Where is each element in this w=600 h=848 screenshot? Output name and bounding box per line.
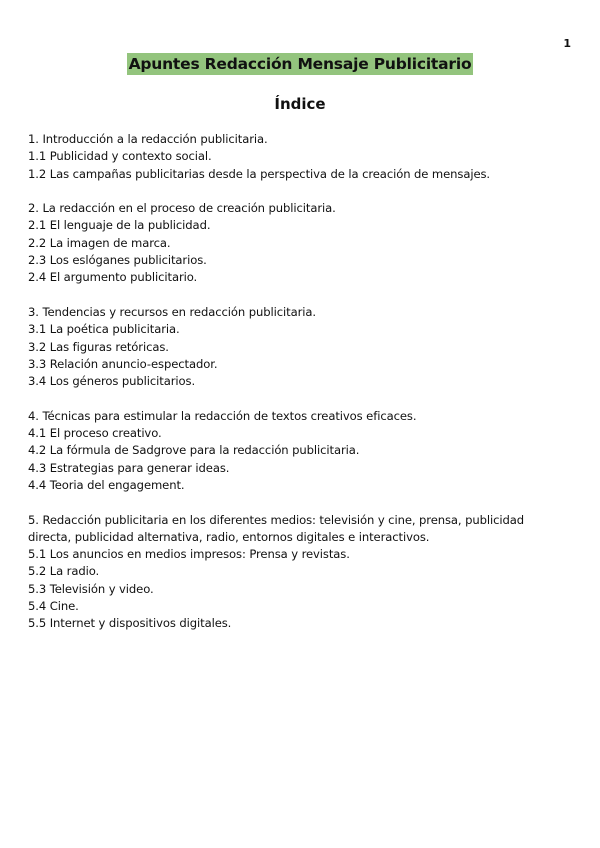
page-number: 1 xyxy=(563,37,571,50)
toc-entry: 2.2 La imagen de marca. xyxy=(28,235,171,250)
toc-entry: 4.4 Teoria del engagement. xyxy=(28,477,185,492)
toc-entry: 5.1 Los anuncios en medios impresos: Prensa y revistas. xyxy=(28,547,350,562)
toc-entry: 5.2 La radio. xyxy=(28,564,100,579)
toc-entry: 3.4 Los géneros publicitarios. xyxy=(28,374,196,389)
document-title: Apuntes Redacción Mensaje Publicitario xyxy=(128,55,472,73)
toc-chapter-heading: 3. Tendencias y recursos en redacción publicitaria. xyxy=(28,304,316,319)
toc-entry: 1.1 Publicidad y contexto social. xyxy=(28,149,212,164)
toc-entry: 4.1 El proceso creativo. xyxy=(28,426,162,441)
toc-entry: 3.1 La poética publicitaria. xyxy=(28,322,180,337)
toc-entry: 2.1 El lenguaje de la publicidad. xyxy=(28,218,211,233)
toc-chapter-heading: 1. Introducción a la redacción publicitaria. xyxy=(28,132,268,146)
toc-entry: 2.3 Los eslóganes publicitarios. xyxy=(28,253,207,268)
toc-entry: 4.3 Estrategias para generar ideas. xyxy=(28,460,230,475)
toc-entry: 4.2 La fórmula de Sadgrove para la redacción publicitaria. xyxy=(28,443,360,458)
toc-chapter-heading: 2. La redacción en el proceso de creación publicitaria. xyxy=(28,201,336,216)
toc-entry: 3.3 Relación anuncio-espectador. xyxy=(28,356,218,371)
index-heading: Índice xyxy=(274,95,326,113)
toc-section-1 xyxy=(28,131,548,183)
toc-section-4 xyxy=(28,408,548,494)
toc-entry: 2.4 El argumento publicitario. xyxy=(28,270,198,285)
toc-entry: 5.5 Internet y dispositivos digitales. xyxy=(28,616,232,631)
toc-entry: 5.4 Cine. xyxy=(28,599,79,614)
toc-section-2 xyxy=(28,200,548,286)
title-container xyxy=(0,53,600,75)
toc-entry: 3.2 Las figuras retóricas. xyxy=(28,339,169,354)
table-of-contents xyxy=(28,131,548,650)
toc-section-3 xyxy=(28,304,548,390)
toc-chapter-heading: 5. Redacción publicitaria en los diferentes medios: televisión y cine, prensa, publicidad directa, publicidad alternativa, radio, entornos digitales e interactivos. xyxy=(28,512,525,544)
toc-chapter-heading: 4. Técnicas para estimular la redacción de textos creativos eficaces. xyxy=(28,408,417,423)
toc-section-5 xyxy=(28,512,548,633)
toc-entry: 1.2 Las campañas publicitarias desde la perspectiva de la creación de mensajes. xyxy=(28,166,491,181)
toc-entry: 5.3 Televisión y video. xyxy=(28,581,154,596)
